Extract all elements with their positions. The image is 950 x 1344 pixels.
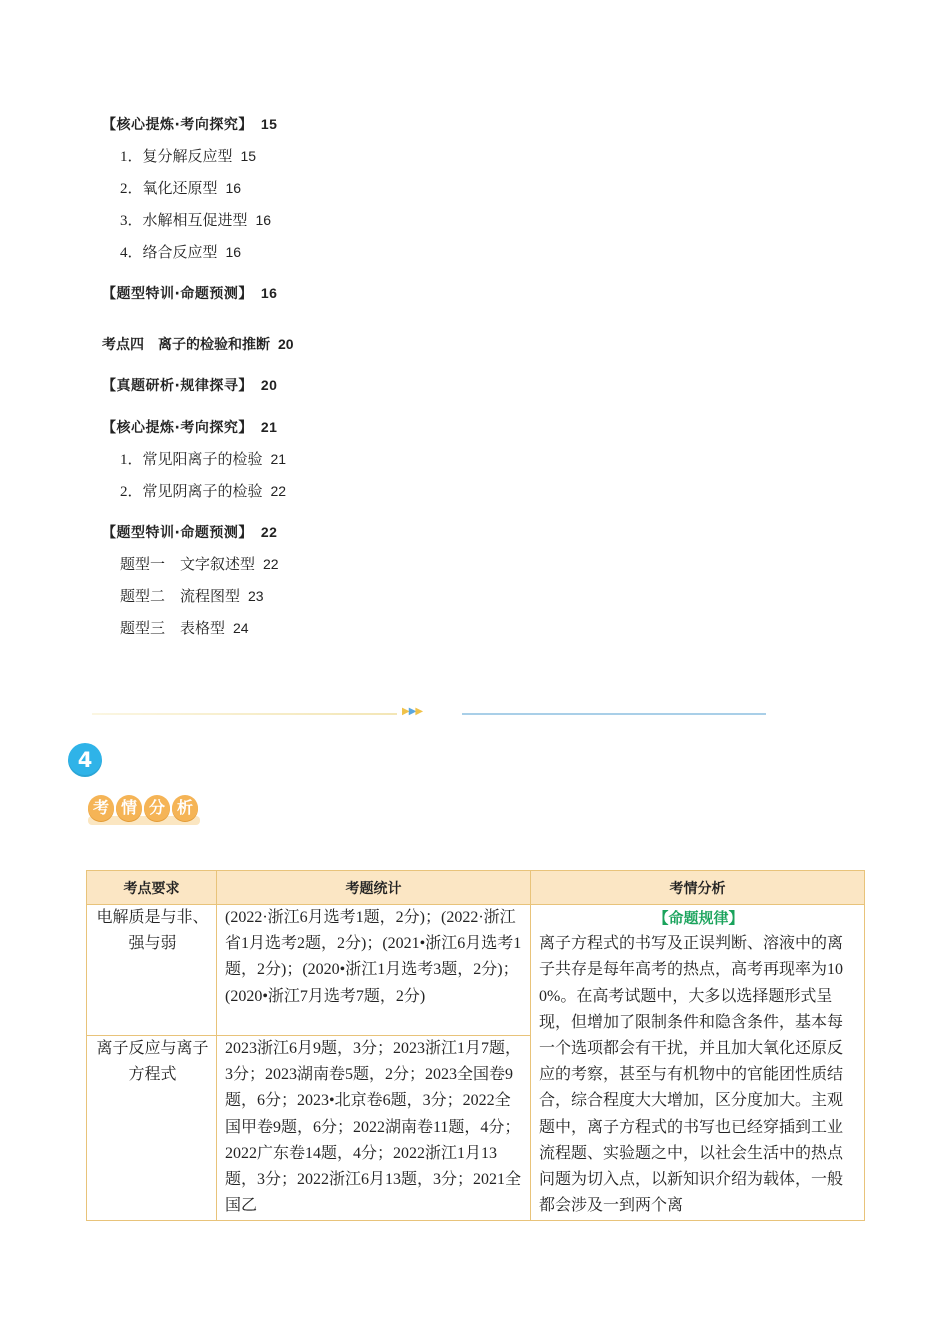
toc-entry-label: 3．水解相互促进型 xyxy=(120,213,248,229)
toc-entry-label: 4．络合反应型 xyxy=(120,245,218,261)
toc-entry-label: 【核心提炼·考向探究】 xyxy=(102,420,253,436)
statistics-cell xyxy=(217,1036,531,1221)
toc-entry-label: 2．氧化还原型 xyxy=(120,181,218,197)
toc-entry-label: 题型一 文字叙述型 xyxy=(120,557,256,573)
toc-entry-label: 2．常见阴离子的检验 xyxy=(120,484,263,500)
requirement-cell: 离子反应与离子方程式 xyxy=(87,1036,217,1221)
toc-entry-label: 1．常见阳离子的检验 xyxy=(120,452,263,468)
toc-entry[interactable] xyxy=(102,522,277,543)
toc-entry-label: 题型二 流程图型 xyxy=(120,589,241,605)
divider-arrows-icon: ▶▶▶ xyxy=(402,706,423,717)
toc-entry-label: 1．复分解反应型 xyxy=(120,149,233,165)
toc-entry[interactable] xyxy=(102,417,277,438)
toc-entry-page: 16 xyxy=(255,212,272,228)
section-tag xyxy=(86,792,206,832)
toc-entry[interactable] xyxy=(102,283,277,304)
divider-right xyxy=(462,713,766,715)
analysis-rule-title: 【命题规律】 xyxy=(653,909,744,927)
toc-entry-page: 15 xyxy=(260,116,278,132)
toc-entry-page: 23 xyxy=(248,588,264,604)
section-tag-char: 分 xyxy=(144,795,170,821)
toc-entry-page: 21 xyxy=(270,451,287,467)
toc-entry[interactable] xyxy=(120,554,279,575)
toc-entry-label: 【题型特训·命题预测】 xyxy=(102,286,253,302)
statistics-content: 2023浙江6月9题，3分；2023浙江1月7题，3分；2023湖南卷5题，2分；2023全国卷9题，6分；2023•北京卷6题，3分；2022全国甲卷9题，6分；2022湖南卷11题，4分；2022广东卷14题，4分；2022浙江1月13题，3分；2022浙江6月13题，3分；2021全国乙 xyxy=(225,1040,522,1215)
toc-entry-page: 20 xyxy=(278,336,294,352)
toc-section-heading[interactable] xyxy=(102,334,294,355)
analysis-cell xyxy=(531,905,865,1221)
toc-entry-page: 22 xyxy=(270,483,287,499)
toc-entry[interactable] xyxy=(120,481,286,502)
toc-entry-label: 【真题研析·规律探寻】 xyxy=(102,378,253,394)
toc-entry-label: 考点四 离子的检验和推断 xyxy=(102,337,270,353)
table-header-row xyxy=(87,871,865,905)
section-tag-char: 析 xyxy=(172,795,198,821)
toc-entry-page: 21 xyxy=(260,419,278,435)
toc-entry[interactable] xyxy=(120,618,249,639)
column-header-requirement: 考点要求 xyxy=(87,871,217,905)
column-header-analysis: 考情分析 xyxy=(531,871,865,905)
toc-entry[interactable] xyxy=(102,375,277,396)
toc-entry-page: 22 xyxy=(260,524,278,540)
toc-entry-label: 【题型特训·命题预测】 xyxy=(102,525,253,541)
column-header-statistics: 考题统计 xyxy=(217,871,531,905)
toc-entry[interactable] xyxy=(120,210,271,231)
toc-entry[interactable] xyxy=(120,178,241,199)
toc-entry-page: 20 xyxy=(260,377,278,393)
table-row xyxy=(87,905,865,1036)
toc-entry[interactable] xyxy=(120,242,241,263)
analysis-content xyxy=(539,905,858,1217)
toc-entry[interactable] xyxy=(120,449,286,470)
section-tag-char: 情 xyxy=(116,795,142,821)
analysis-text: 离子方程式的书写及正误判断、溶液中的离子共存是每年高考的热点，高考再现率为100%。在高考试题中，大多以选择题形式呈现，但增加了限制条件和隐含条件，基本每一个选项都会有干扰，并且加大氧化还原反应的考察，甚至与有机物中的官能团性质结合，综合程度大大增加，区分度加大。主观题中，离子方程式的书写也已经穿插到工业流程题、实验题之中，以社会生活中的热点问题为切入点，以新知识介绍为载体，一般都会涉及一到两个离 xyxy=(539,935,844,1215)
toc-entry[interactable] xyxy=(102,114,277,135)
toc-entry[interactable] xyxy=(120,586,264,607)
toc-entry-page: 24 xyxy=(233,620,249,636)
divider-left xyxy=(92,713,397,715)
section-tag-char: 考 xyxy=(88,795,114,821)
toc-entry-label: 【核心提炼·考向探究】 xyxy=(102,117,253,133)
requirement-cell: 电解质是与非、强与弱 xyxy=(87,905,217,1036)
toc-entry-page: 15 xyxy=(240,148,257,164)
toc-entry-label: 题型三 表格型 xyxy=(120,621,226,637)
toc-entry-page: 16 xyxy=(225,180,242,196)
toc-entry-page: 16 xyxy=(225,244,242,260)
toc-entry[interactable] xyxy=(120,146,256,167)
statistics-cell: (2022·浙江6月选考1题，2分)；(2022·浙江省1月选考2题，2分)；(2021•浙江6月选考1题，2分)；(2020•浙江1月选考3题，2分)；(2020•浙江7月选考7题，2分) xyxy=(217,905,531,1036)
exam-analysis-table xyxy=(86,870,865,1221)
toc-entry-page: 16 xyxy=(260,285,278,301)
toc-entry-page: 22 xyxy=(263,556,279,572)
section-number-badge: 4 xyxy=(68,743,102,777)
